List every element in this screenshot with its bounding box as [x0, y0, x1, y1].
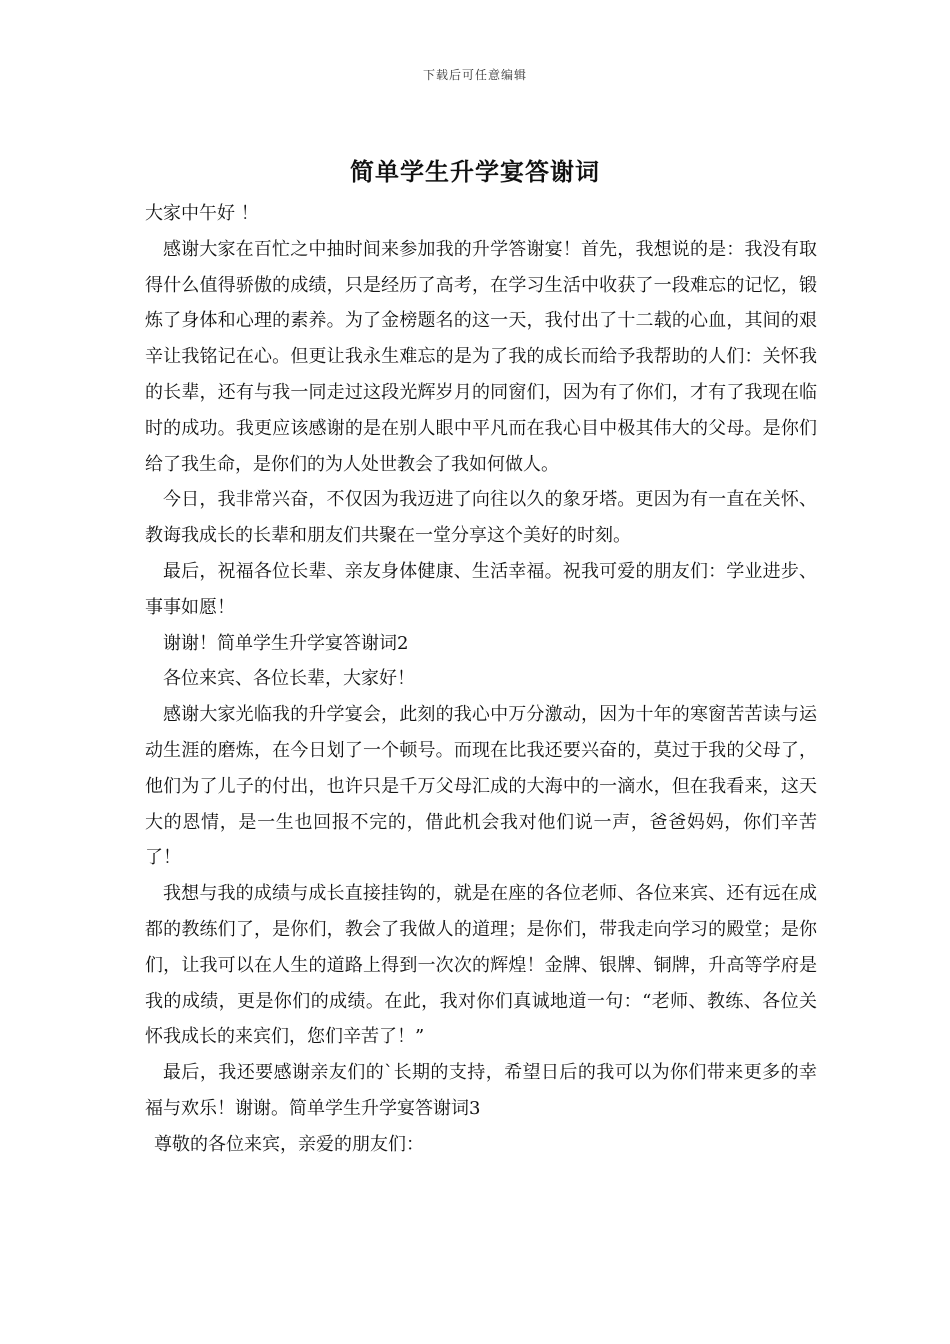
- paragraph: 最后，祝福各位长辈、亲友身体健康、生活幸福。祝我可爱的朋友们：学业进步、事事如愿！: [145, 560, 817, 618]
- paragraph: 谢谢！简单学生升学宴答谢词2: [163, 632, 409, 654]
- paragraph: 感谢大家光临我的升学宴会，此刻的我心中万分激动，因为十年的寒窗苦苦读与运动生涯的磨炼，在今日划了一个顿号。而现在比我还要兴奋的，莫过于我的父母了，他们为了儿子的付出，也许只是千万父母汇成的大海中的一滴水，但在我看来，这天大的恩情，是一生也回报不完的，借此机会我对他们说一声，爸爸妈妈，你们辛苦了！: [145, 704, 817, 869]
- paragraph: 最后，我还要感谢亲友们的`长期的支持，希望日后的我可以为你们带来更多的幸福与欢乐！谢谢。简单学生升学宴答谢词3: [145, 1062, 817, 1119]
- paragraph-greeting: 大家中午好 ！: [145, 203, 259, 224]
- document-title: 简单学生升学宴答谢词: [350, 157, 600, 186]
- document-body: [145, 196, 817, 1163]
- paragraph: 我想与我的成绩与成长直接挂钩的，就是在座的各位老师、各位来宾、还有远在成都的教练们了，是你们，教会了我做人的道理；是你们，带我走向学习的殿堂；是你们，让我可以在人生的道路上得到一次次的辉煌！金牌、银牌、铜牌，升高等学府是我的成绩，更是你们的成绩。在此，我对你们真诚地道一句：“老师、教练、各位关怀我成长的来宾们，您们辛苦了！”: [145, 883, 817, 1048]
- paragraph: 感谢大家在百忙之中抽时间来参加我的升学答谢宴！首先，我想说的是：我没有取得什么值得骄傲的成绩，只是经历了高考，在学习生活中收获了一段难忘的记忆，锻炼了身体和心理的素养。为了金榜题名的这一天，我付出了十二载的心血，其间的艰辛让我铭记在心。但更让我永生难忘的是为了我的成长而给予我帮助的人们：关怀我的长辈，还有与我一同走过这段光辉岁月的同窗们，因为有了你们，才有了我现在临时的成功。我更应该感谢的是在别人眼中平凡而在我心目中极其伟大的父母。是你们给了我生命，是你们的为人处世教会了我如何做人。: [145, 238, 817, 475]
- paragraph: 各位来宾、各位长辈，大家好！: [163, 668, 415, 690]
- paragraph: 今日，我非常兴奋，不仅因为我迈进了向往以久的象牙塔。更因为有一直在关怀、教诲我成长的长辈和朋友们共聚在一堂分享这个美好的时刻。: [145, 489, 817, 547]
- page-header-note: 下载后可任意编辑: [422, 68, 527, 82]
- paragraph: 尊敬的各位来宾，亲爱的朋友们：: [154, 1133, 424, 1155]
